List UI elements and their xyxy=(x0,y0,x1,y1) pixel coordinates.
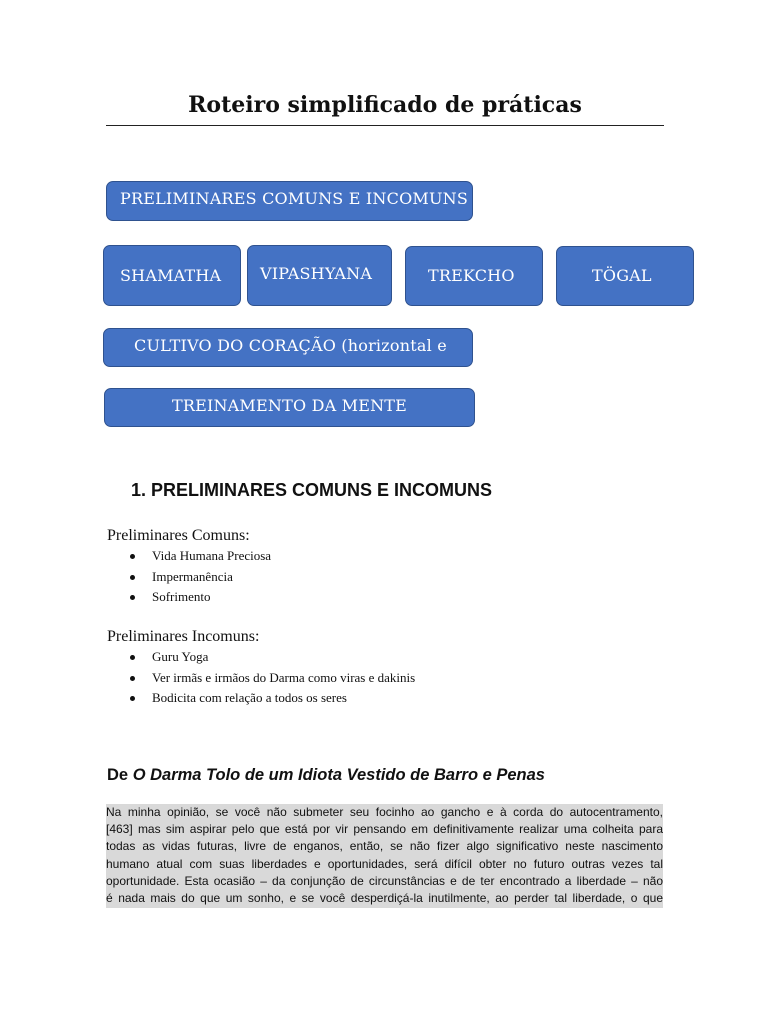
togal-box-label: TÖGAL xyxy=(592,265,652,285)
shamatha-box xyxy=(103,245,241,306)
vipashyana-box-label: VIPASHYANA xyxy=(260,264,373,283)
list-item: Ver irmãs e irmãos do Darma como viras e dakinis xyxy=(128,668,415,689)
list-item: Guru Yoga xyxy=(128,647,415,668)
treinamento-box xyxy=(104,388,475,427)
list-item: Vida Humana Preciosa xyxy=(128,546,271,567)
preliminares-comuns-list xyxy=(128,546,271,608)
quote-line: oportunidade. Esta ocasião – da conjunção de circunstâncias e de ter encontrado a liberdade – não xyxy=(106,873,663,888)
preliminares-incomuns-list xyxy=(128,647,415,709)
bullet-icon xyxy=(130,554,135,559)
preliminares-incomuns-heading: Preliminares Incomuns: xyxy=(107,628,260,645)
togal-box xyxy=(556,246,694,306)
quote-line: todas as vidas futuras, livre de enganos, então, se não fizer algo significativo neste nascimento xyxy=(106,839,663,854)
quote-heading xyxy=(107,766,545,785)
quote-block xyxy=(106,804,663,908)
trekcho-box-label: TREKCHO xyxy=(428,265,515,285)
bullet-icon xyxy=(130,595,135,600)
quote-line: Na minha opinião, se você não submeter seu focinho ao gancho e à corda do autocentramento, xyxy=(106,805,663,819)
bullet-icon xyxy=(130,575,135,580)
cultivo-box xyxy=(103,328,473,367)
quote-line: [463] mas sim aspirar pelo que está por vir pensando em definitivamente realizar uma colheita para xyxy=(106,822,663,837)
document-title: Roteiro simplificado de práticas xyxy=(188,92,582,118)
quote-line: é nada mais do que um sonho, e se você desperdiçá-la inutilmente, ao perder tal liberdade, o que xyxy=(106,891,663,906)
trekcho-box xyxy=(405,246,543,306)
vipashyana-box xyxy=(247,245,392,306)
preliminares-comuns-heading: Preliminares Comuns: xyxy=(107,527,250,544)
treinamento-box-label: TREINAMENTO DA MENTE xyxy=(171,396,408,415)
bullet-icon xyxy=(130,696,135,701)
list-item: Sofrimento xyxy=(128,587,271,608)
book-title: O Darma Tolo de um Idiota Vestido de Barro e Penas xyxy=(132,766,545,784)
bullet-icon xyxy=(130,655,135,660)
quote-line: humano atual com suas liberdades e oportunidades, será difícil obter no futuro outras vezes tal xyxy=(106,856,663,871)
preliminares-box xyxy=(106,181,473,221)
shamatha-box-label: SHAMATHA xyxy=(120,266,222,285)
list-item: Impermanência xyxy=(128,567,271,588)
section-heading: 1. PRELIMINARES COMUNS E INCOMUNS xyxy=(131,480,493,500)
cultivo-box-label: CULTIVO DO CORAÇÃO (horizontal e xyxy=(134,336,447,355)
quote-heading-prefix: De xyxy=(107,766,133,784)
title-underline xyxy=(106,125,664,126)
list-item: Bodicita com relação a todos os seres xyxy=(128,688,415,709)
preliminares-box-label: PRELIMINARES COMUNS E INCOMUNS xyxy=(120,189,469,208)
bullet-icon xyxy=(130,676,135,681)
